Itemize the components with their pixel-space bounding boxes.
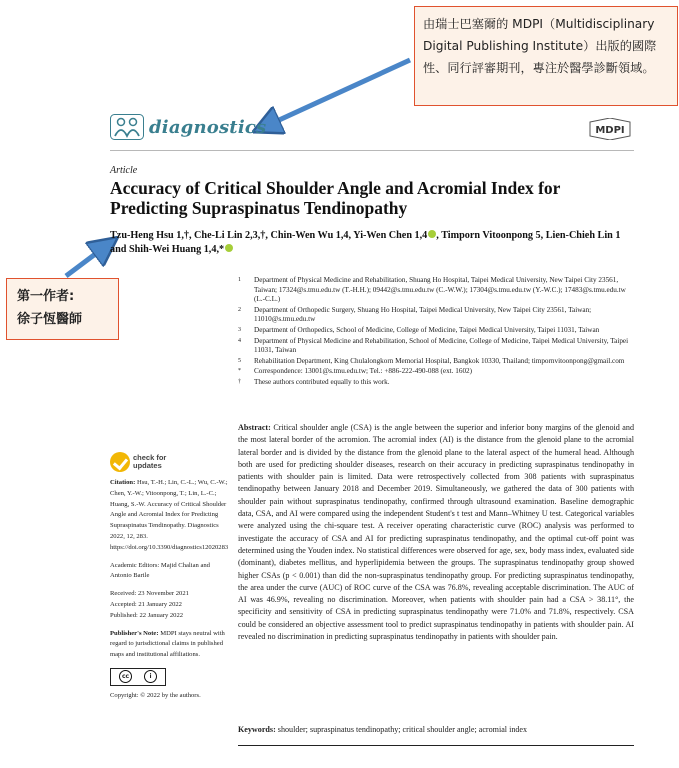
affiliations xyxy=(238,276,638,389)
published-date: Published: 22 January 2022 xyxy=(110,611,184,619)
keywords xyxy=(238,724,634,736)
affiliation-text: Department of Orthopedic Surgery, Shuang Ho Hospital, Taipei Medical University, New Taipei City 23561, Taiwan; 11010@s.tmu.edu.tw xyxy=(254,305,592,324)
checkmark-icon xyxy=(110,452,130,472)
affiliation-marker: 5 xyxy=(238,357,241,364)
affiliation-item xyxy=(238,276,638,305)
affiliation-marker: 4 xyxy=(238,337,241,344)
affiliation-text: Department of Physical Medicine and Rehabilitation, Shuang Ho Hospital, Taipei Medical University, New Taipei City 23561, Taiwan; 17324@s.tmu.edu.tw (T.-H.H.); 09442@s.tmu.edu.tw (C.-W.W.); 17304@s.tmu.edu.tw (Y.-W.C.); 17483@s.tmu.edu.tw (L.-C.L.) xyxy=(254,276,626,304)
affiliation-text: Department of Orthopedics, School of Medicine, College of Medicine, Taipei Medical University, Taipei 11031, Taiwan xyxy=(254,325,600,334)
correspondence-text: Correspondence: 13001@s.tmu.edu.tw; Tel.: +886-222-490-088 (ext. 1602) xyxy=(254,367,473,376)
citation-text[interactable]: Hsu, T.-H.; Lin, C.-L.; Wu, C.-W.; Chen, Y.-W.; Vitoonpong, T.; Lin, L.-C.; Huang, S.-W. Accuracy of Critical Shoulder Angle and Acromial Index for Predicting Supraspinatus Tendinopathy. Diagnostics 2022, 12, 283. https://doi.org/10.3390/diagnostics12020283 xyxy=(110,479,229,551)
affiliation-item xyxy=(238,337,638,356)
publication-dates xyxy=(110,589,228,621)
arrow-to-first-author xyxy=(66,246,106,276)
abstract-label: Abstract: xyxy=(238,423,271,432)
publishers-note-label: Publisher's Note: xyxy=(110,629,159,637)
orcid-icon[interactable] xyxy=(225,244,233,252)
citation-block xyxy=(110,478,228,554)
affiliation-marker: 2 xyxy=(238,306,241,313)
journal-description-text: 由瑞士巴塞爾的 MDPI（Multidisciplinary Digital Publishing Institute）出版的國際性、同行評審期刊，專注於醫學診斷領域。 xyxy=(423,17,657,75)
first-author-label: 第一作者: xyxy=(17,289,75,304)
publishers-note xyxy=(110,629,228,661)
first-author-callout xyxy=(6,278,119,340)
affiliation-item xyxy=(238,306,638,325)
keywords-text: shoulder; supraspinatus tendinopathy; critical shoulder angle; acromial index xyxy=(277,725,528,734)
bottom-divider xyxy=(238,745,634,746)
accepted-date: Accepted: 21 January 2022 xyxy=(110,600,182,608)
article-title: Accuracy of Critical Shoulder Angle and Acromial Index for Predicting Supraspinatus Tendinopathy xyxy=(110,178,561,218)
check-for-updates-text xyxy=(133,454,166,470)
authors-second-line: and Shih-Wei Huang 1,4,* xyxy=(110,244,225,255)
article-sidebar xyxy=(110,452,228,702)
attribution-icon: i xyxy=(144,670,157,683)
affiliation-marker: † xyxy=(238,378,241,385)
affiliation-item xyxy=(238,357,638,367)
first-author-name: 徐子恆醫師 xyxy=(17,312,83,327)
affiliation-text: Department of Physical Medicine and Rehabilitation, School of Medicine, College of Medicine, Taipei Medical University, Taipei 11031, Taiwan xyxy=(254,336,629,355)
cc-icon: cc xyxy=(119,670,132,683)
affiliation-marker: * xyxy=(238,368,241,375)
check-line-1: check for xyxy=(133,453,167,462)
affiliation-marker: 1 xyxy=(238,277,241,283)
author-list xyxy=(110,229,640,257)
copyright-notice: Copyright: © 2022 by the authors. xyxy=(110,691,201,699)
authors-first-line: Tzu-Heng Hsu 1,†, Che-Li Lin 2,3,†, Chin-Wen Wu 1,4, Yi-Wen Chen 1,4 xyxy=(110,230,428,241)
arrow-to-journal-logo xyxy=(266,60,410,126)
journal-name: diagnostics xyxy=(149,116,267,138)
keywords-label: Keywords: xyxy=(238,725,276,734)
journal-logo[interactable] xyxy=(110,114,266,140)
journal-emblem-icon xyxy=(110,114,144,140)
header-divider xyxy=(110,150,634,151)
affiliation-item xyxy=(238,326,638,336)
check-for-updates-badge[interactable] xyxy=(110,452,228,472)
affiliation-marker: 3 xyxy=(238,326,241,333)
check-line-2: updates xyxy=(133,461,162,470)
publishers-note-text: MDPI stays neutral with regard to jurisdictional claims in published maps and institutional affiliations. xyxy=(110,629,225,659)
article-type: Article xyxy=(110,165,138,176)
equal-contribution-text: These authors contributed equally to this work. xyxy=(254,377,390,386)
abstract-text: Critical shoulder angle (CSA) is the angle between the superior and inferior bony margins of the glenoid and the most lateral border of the acromion. The acromial index (AI) is the distance from the glenoid plane to the acromial lateral border and is divided by the distance from the glenoid plane to the lateral aspect of the humeral head. Although both are used for predicting shoulder diseases, research on their accuracy in predicting supraspinatus tendinopathy in patients with shoulder pain is limited. Data were retrospectively collected from 308 patients with supraspinatus tendinopathy between January 2018 and December 2019. Simultaneously, we gathered the data of 300 patients with shoulder pain without supraspinatus tendinopathy, confirmed through ultrasound examination. Baseline demographic data, CSA, and AI were compared using the independent Student's t test and Mann–Whitney U test. Categorical variables were analyzed using the chi-square test. A receiver operating characteristic curve (ROC) analysis was performed to investigate the accuracy of CSA and AI for predicting supraspinatus tendinopathy, and the optimal cut-off point was determined using the Youden index. No statistical differences were observed for age, sex, body mass index, evaluated side (dominant), diabetes mellitus, and hyperlipidemia between the groups. The supraspinatus tendinopathy group showed higher CSAs (p < 0.001) than did the non-supraspinatus tendinopathy group. For predicting supraspinatus tendinopathy, the area under the curve (AUC) of ROC curve of the CSA was 76.8%, revealing acceptable discrimination. The AUC of AI was 46.9%, revealing no discrimination. Moreover, when patients with shoulder pain had a CSA > 38.11°, the specificity and sensitivity of CSA in predicting supraspinatus tendinopathy were 71.0% and 71.8%, respectively. CSA could be considered an objective assessment tool to predict supraspinatus tendinopathy in patients with shoulder pain. AI revealed no discrimination in predicting supraspinatus tendinopathy in patients with shoulder pain. xyxy=(238,423,634,642)
authors-first-line-cont: , Timporn Vitoonpong 5, Lien-Chieh Lin 1 xyxy=(436,230,621,241)
mdpi-logo[interactable] xyxy=(586,118,634,140)
creative-commons-badge[interactable] xyxy=(110,668,228,686)
correspondence-item xyxy=(238,367,638,377)
received-date: Received: 23 November 2021 xyxy=(110,590,189,598)
academic-editors: Academic Editors: Majid Chalian and Antonio Barile xyxy=(110,561,210,580)
affiliation-text: Rehabilitation Department, King Chulalongkorn Memorial Hospital, Bangkok 10330, Thailand; timpornvitoonpong@gmail.com xyxy=(254,356,625,365)
citation-label: Citation: xyxy=(110,479,136,486)
equal-contribution-note xyxy=(238,378,638,388)
abstract xyxy=(238,422,634,643)
publisher-name: MDPI xyxy=(595,125,625,136)
journal-description-callout xyxy=(414,6,678,106)
